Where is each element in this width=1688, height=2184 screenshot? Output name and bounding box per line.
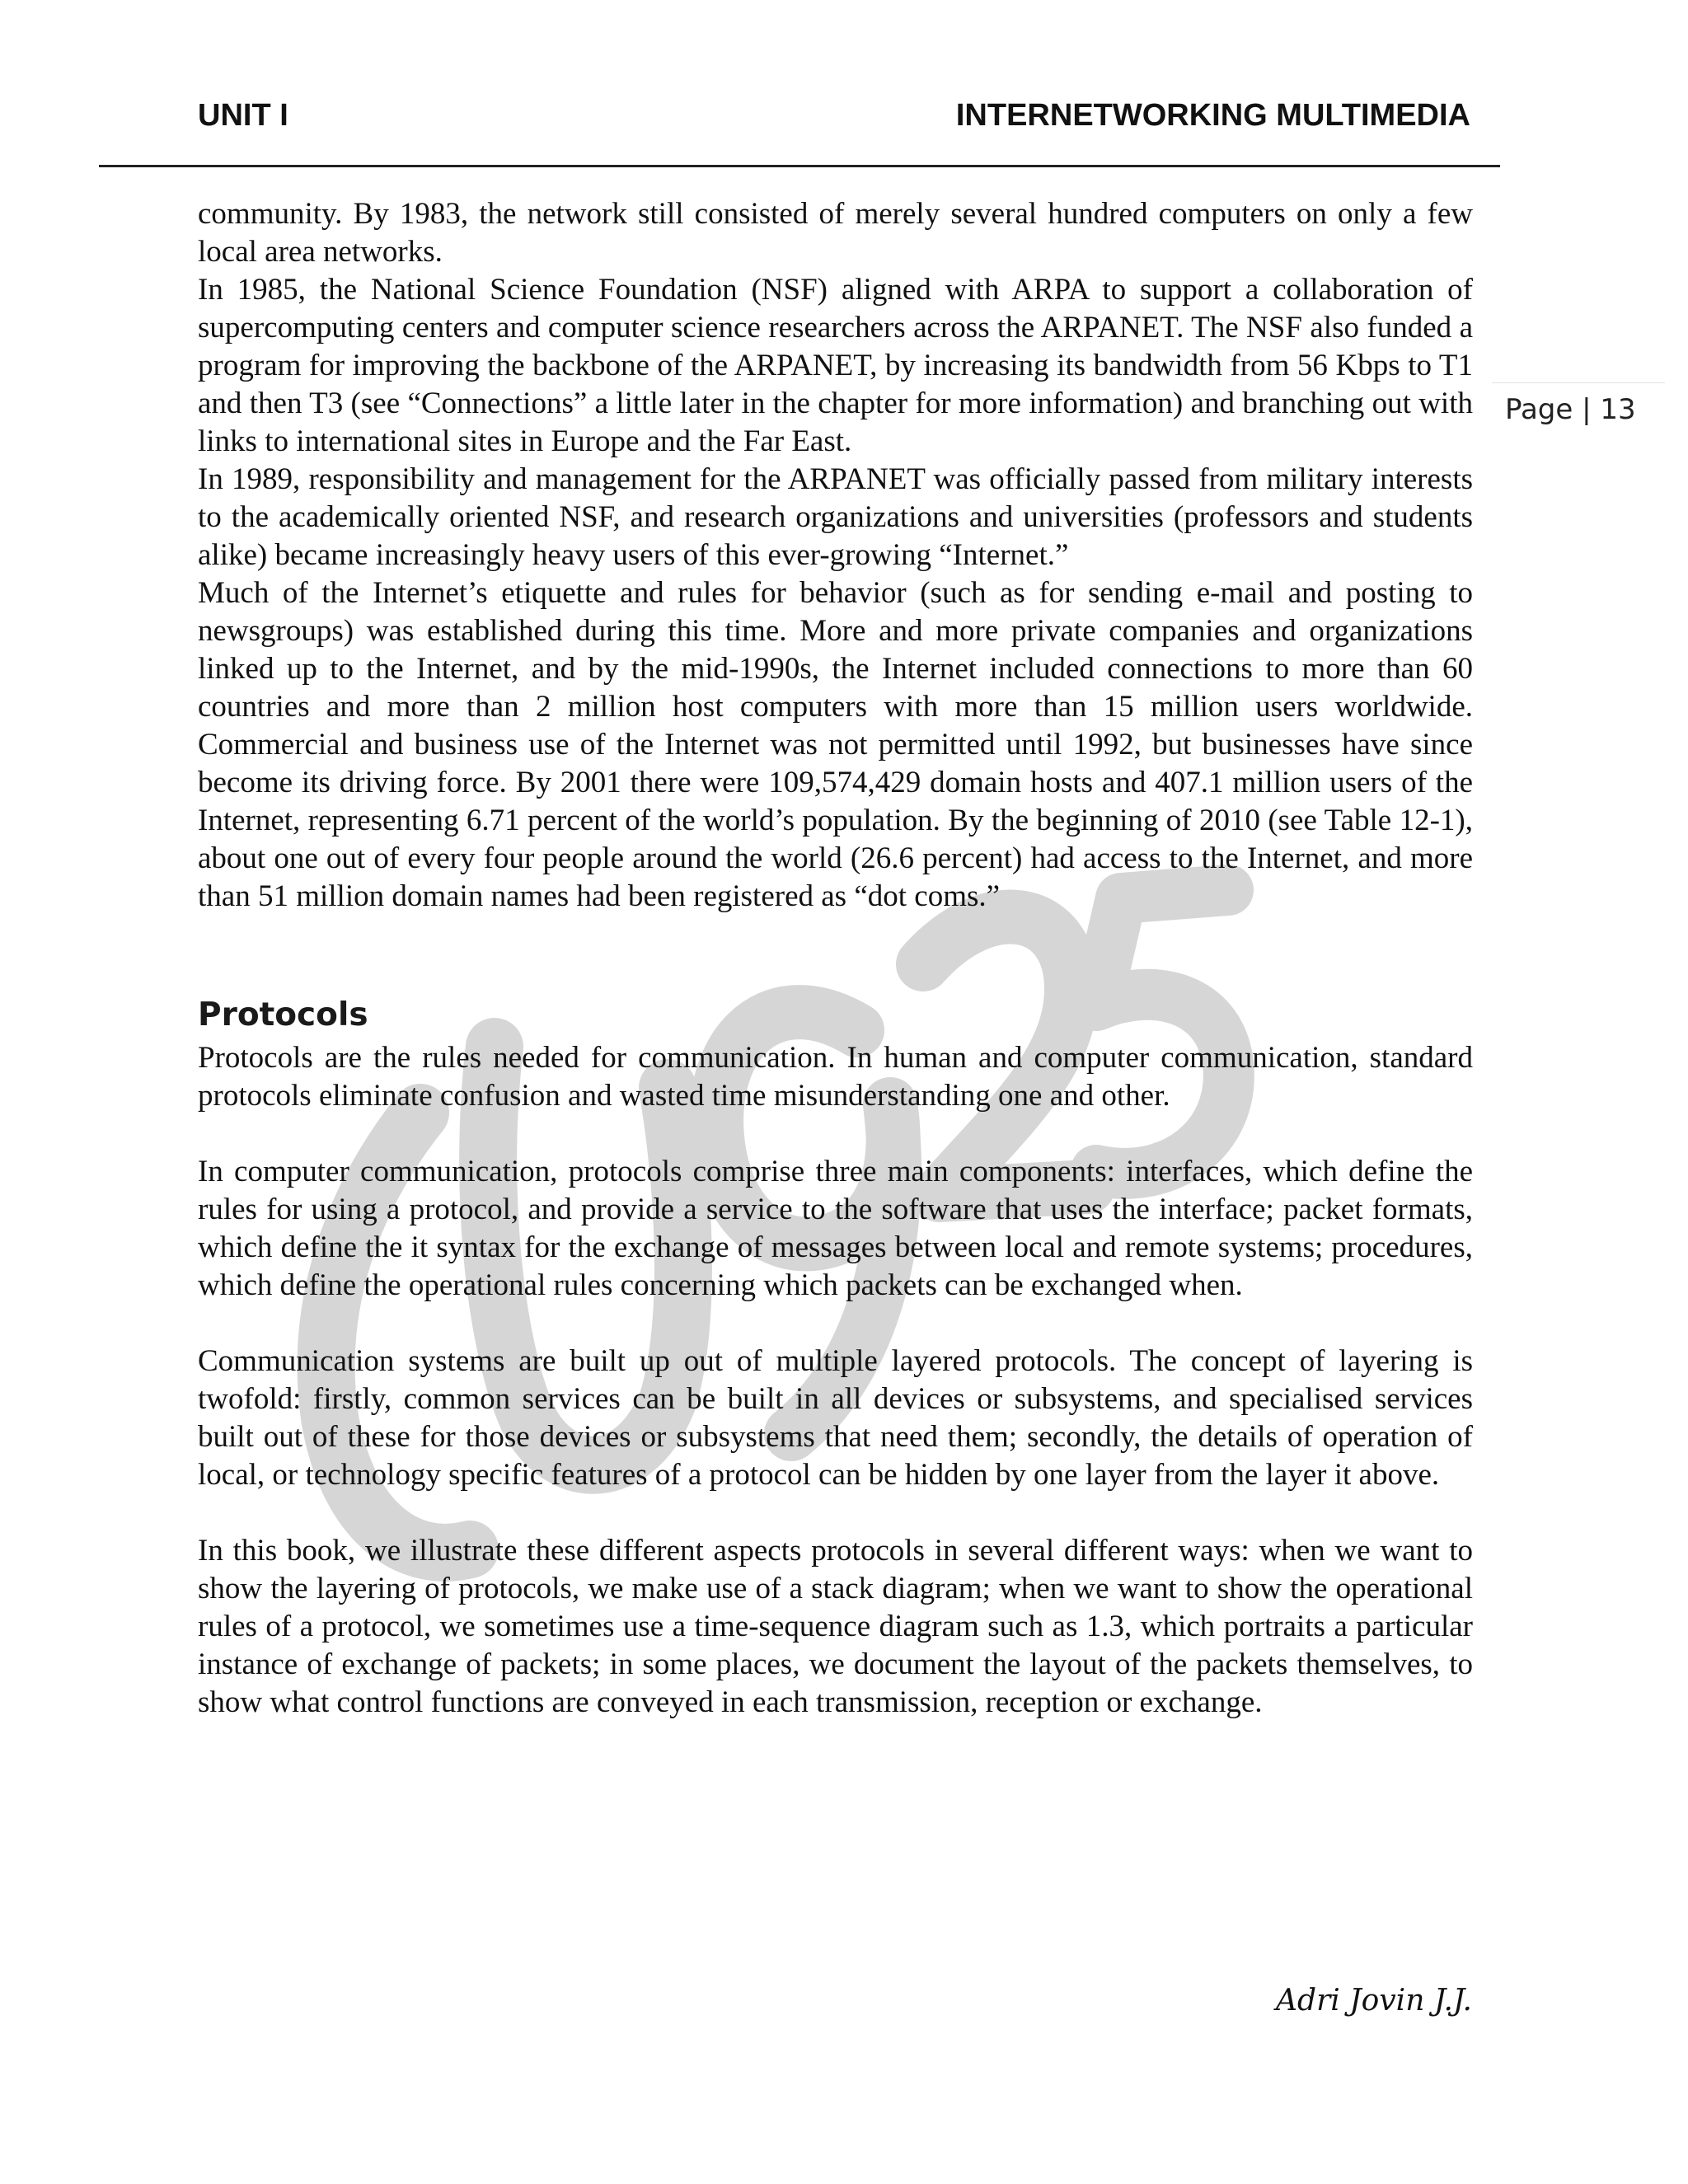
section-heading: Protocols: [198, 996, 368, 1033]
header-unit-label: UNIT I: [198, 98, 288, 133]
section-paragraph: In computer communication, protocols comprise three main components: interfaces, which define the rules for using a protocol, and provide a service to the software that uses the interface; packet formats, which define the it syntax for the exchange of messages between local and remote systems; procedures, which define the operational rules concerning which packets can be exchanged when.: [198, 1155, 1473, 1302]
section-spacer: [198, 916, 1473, 991]
section-paragraph: In this book, we illustrate these different aspects protocols in several different ways: when we want to show the layering of protocols, we make use of a stack diagram; when we want to show the operational rules of a protocol, we sometimes use a time-sequence diagram such as 1.3, which portraits a particular instance of exchange of packets; in some places, we document the layout of the packets themselves, to show what control functions are conveyed in each transmission, reception or exchange.: [198, 1534, 1473, 1719]
header-course-title: INTERNETWORKING MULTIMEDIA: [955, 98, 1470, 133]
page-number: Page | 13: [1505, 393, 1636, 426]
page-number-rule: [1492, 382, 1665, 383]
body-paragraph: In 1985, the National Science Foundation (NSF) aligned with ARPA to support a collaboration of supercomputing centers and computer science researchers across the ARPANET. The NSF also funded a program for improving the backbone of the ARPANET, by increasing its bandwidth from 56 Kbps to T1 and then T3 (see “Connections” a little later in the chapter for more information) and branching out with links to international sites in Europe and the Far East.: [198, 273, 1473, 458]
section-paragraph: Protocols are the rules needed for communication. In human and computer communication, standard protocols eliminate confusion and wasted time misunderstanding one and other.: [198, 1041, 1473, 1113]
header-divider: [99, 165, 1500, 167]
body-paragraph: community. By 1983, the network still consisted of merely several hundred computers on only a few local area networks.: [198, 197, 1473, 269]
author-signature: Adri Jovin J.J.: [1276, 1984, 1472, 2018]
section-paragraph: Communication systems are built up out of multiple layered protocols. The concept of layering is twofold: firstly, common services can be built in all devices or subsystems, and specialised services built out of these for those devices or subsystems that need them; secondly, the details of operation of local, or technology specific features of a protocol can be hidden by one layer from the layer it above.: [198, 1344, 1473, 1492]
paragraph-spacer: [198, 1115, 1473, 1153]
paragraph-spacer: [198, 1305, 1473, 1343]
body-paragraph: Much of the Internet’s etiquette and rules for behavior (such as for sending e-mail and posting to newsgroups) was established during this time. More and more private companies and organizations linked up to the Internet, and by the mid-1990s, the Internet included connections to more than 60 countries and more than 2 million host computers with more than 15 million users worldwide. Commercial and business use of the Internet was not permitted until 1992, but businesses have since become its driving force. By 2001 there were 109,574,429 domain hosts and 407.1 million users of the Internet, representing 6.71 percent of the world’s population. By the beginning of 2010 (see Table 12-1), about one out of every four people around the world (26.6 percent) had access to the Internet, and more than 51 million domain names had been registered as “dot coms.”: [198, 576, 1473, 913]
body-paragraph: In 1989, responsibility and management for the ARPANET was officially passed from military interests to the academically oriented NSF, and research organizations and universities (professors and students alike) became increasingly heavy users of this ever-growing “Internet.”: [198, 462, 1473, 572]
paragraph-spacer: [198, 1494, 1473, 1532]
page-body: [198, 195, 1473, 1722]
